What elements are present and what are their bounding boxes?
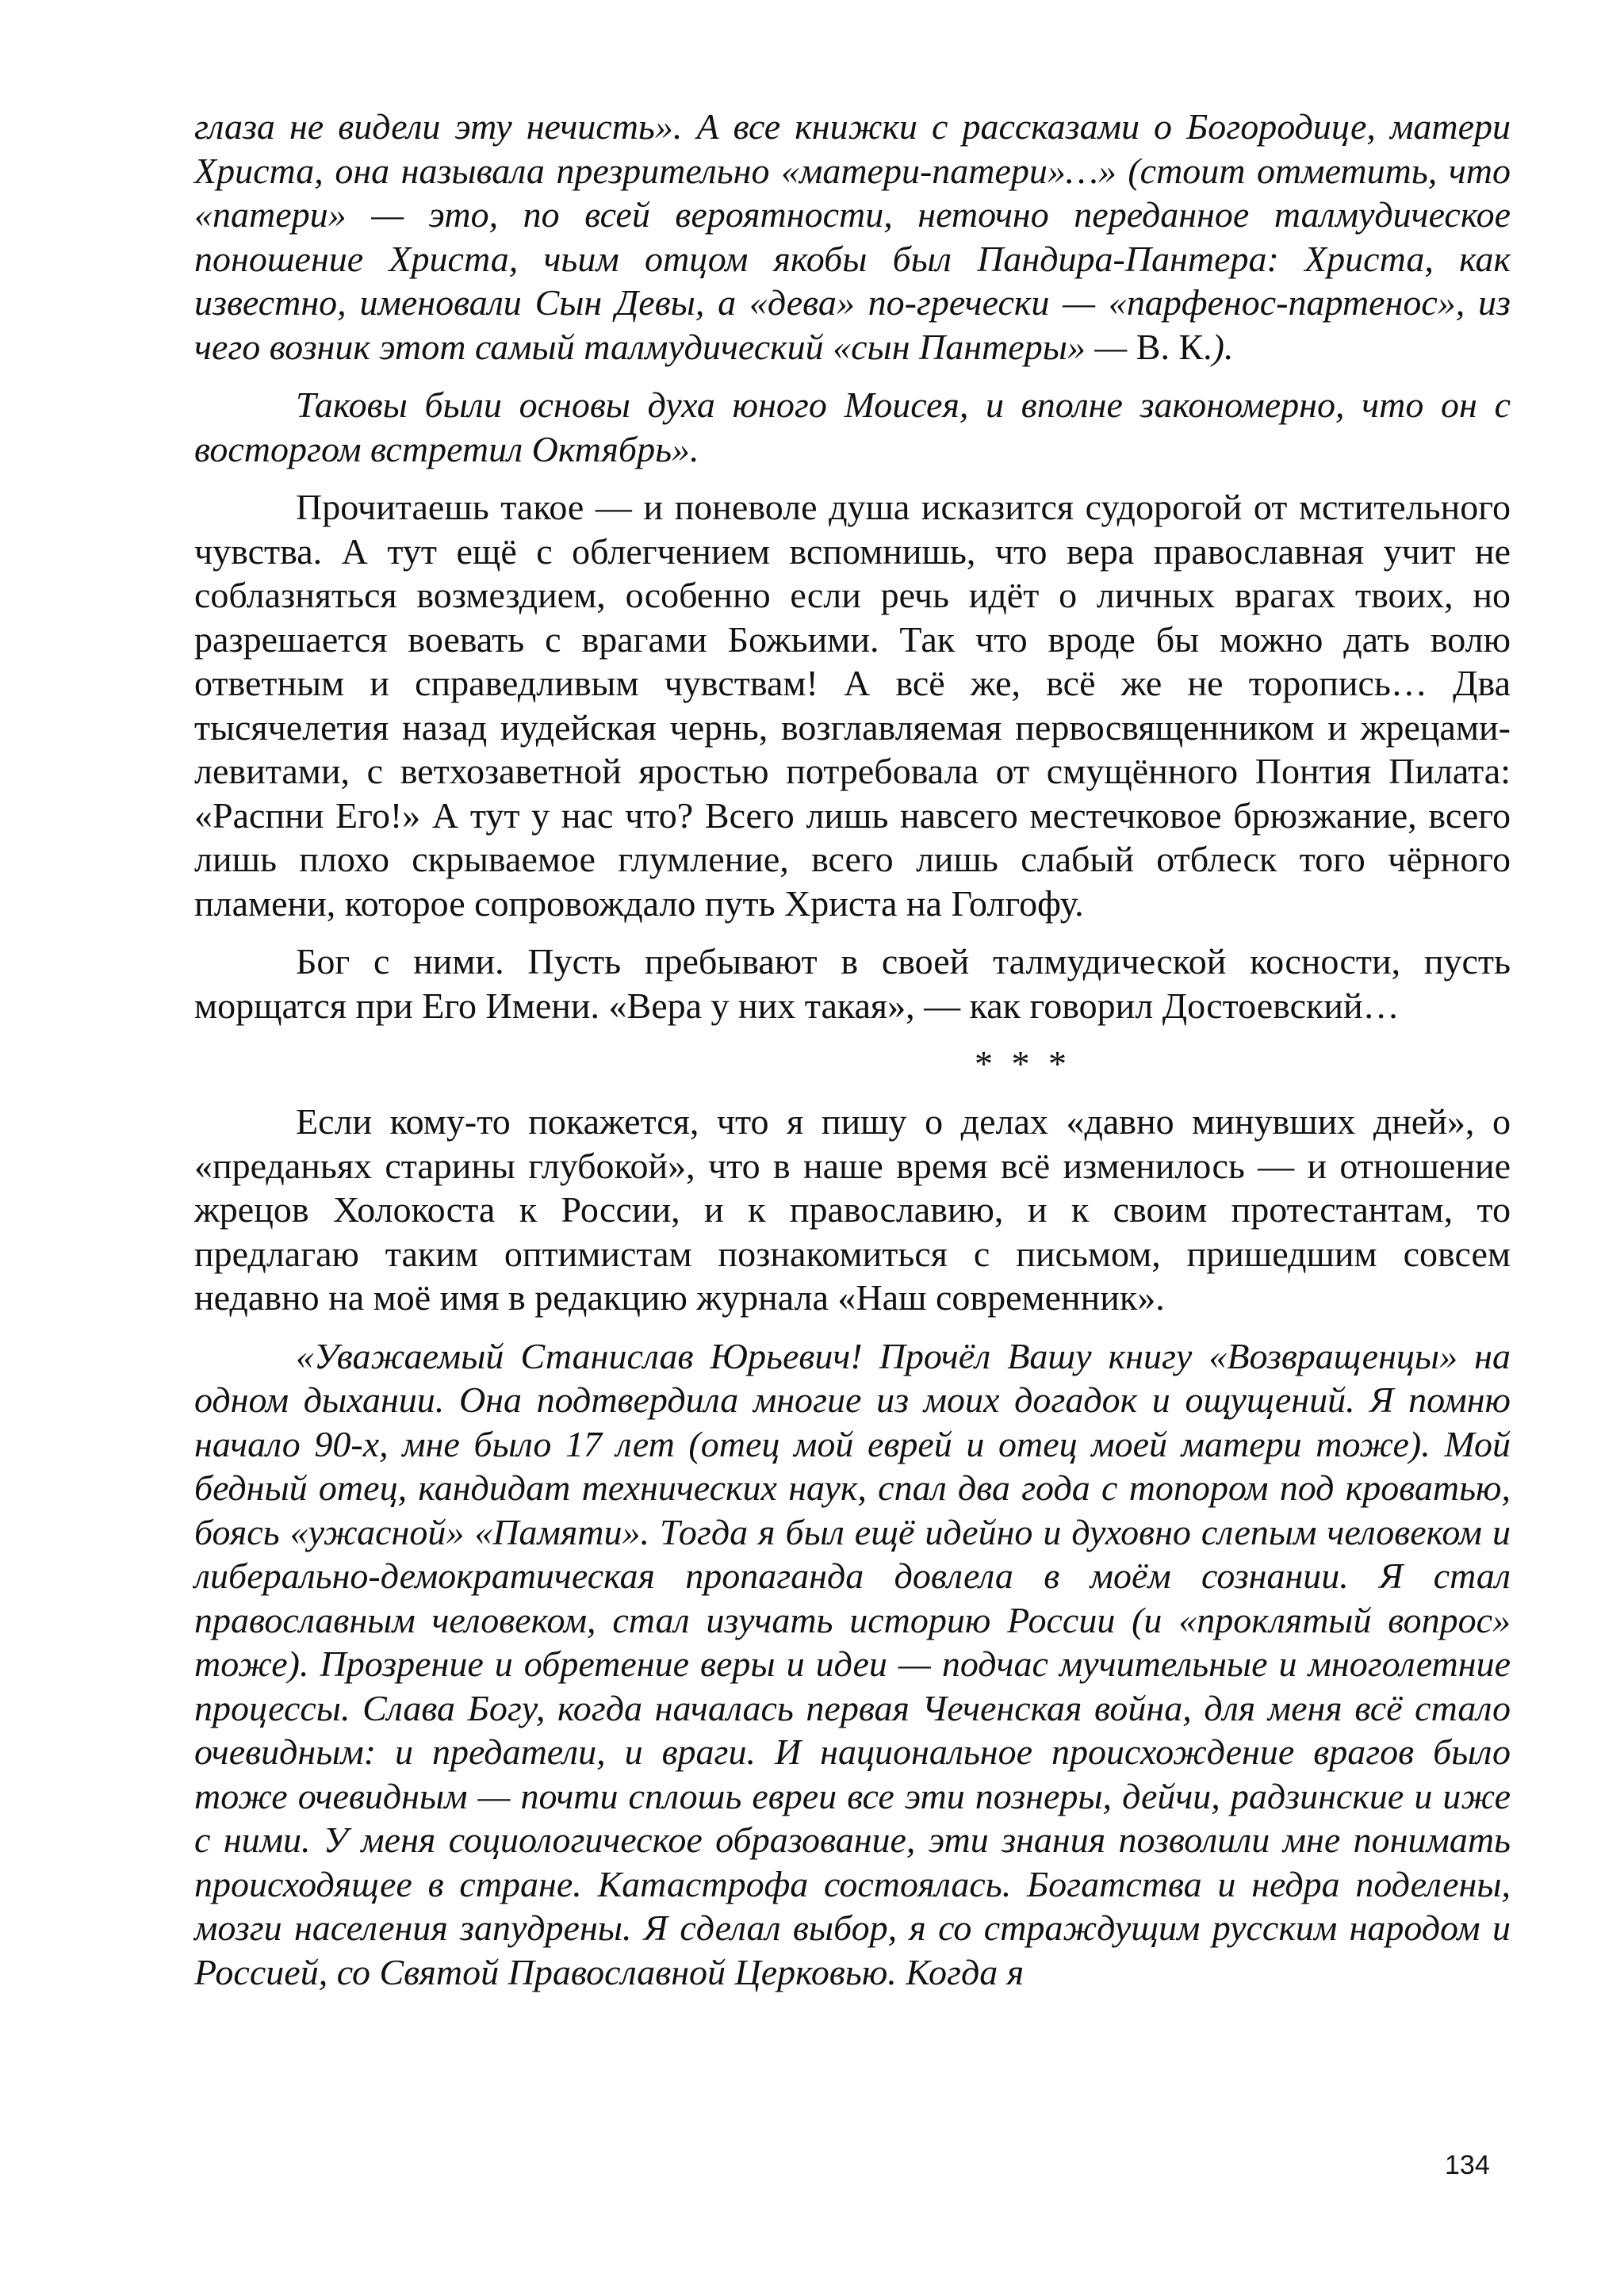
section-separator: * * * (975, 1043, 1071, 1084)
paragraph-letter-quote: «Уважаемый Станислав Юрьевич! Прочёл Вашу книгу «Возвращенцы» на одном дыхании. Она подтвердила многие из моих догадок и ощущений. Я помню начало 90-х, мне было 17 лет (отец мой еврей и отец моей матери тоже). Мой бедный отец, кандидат технических наук, спал два года с топором под кроватью, боясь «ужасной» «Памяти». Тогда я был ещё идейно и духовно слепым человеком и либерально-демократическая пропаганда довлела в моём сознании. Я стал православным человеком, стал изучать историю России (и «проклятый вопрос» тоже). Прозрение и обретение веры и идеи — подчас мучительные и многолетние процессы. Слава Богу, когда началась первая Чеченская война, для меня всё стало очевидным: и предатели, и враги. И национальное происхождение врагов было тоже очевидным — почти сплошь евреи все эти познеры, дейчи, радзинские и иже с ними. У меня социологическое образование, эти знания позволили мне понимать происходящее в стране. Катастрофа состоялась. Богатства и недра поделены, мозги населения запудрены. Я сделал выбор, я со страждущим русским народом и Россией, со Святой Православной Церковью. Когда я (194, 1335, 1511, 1992)
paragraph-text-end: ). (1212, 326, 1234, 367)
paragraph-body: Бог с ними. Пусть пребывают в своей талмудической косности, пусть морщатся при Его Имени. «Вера у них такая», — как говорил Достоевский… (194, 941, 1511, 1026)
paragraph-body: Если кому-то покажется, что я пишу о делах «давно минувших дней», о «преданьях старины глубокой», что в наше время всё изменилось — и отношение жрецов Холокоста к России, и к православию, и к своим протестантам, то предлагаю таким оптимистам познакомиться с письмом, пришедшим совсем недавно на моё имя в редакцию журнала «Наш современник». (194, 1101, 1511, 1318)
paragraph-quote-continuation (194, 105, 1511, 369)
author-initials: В. К. (1136, 326, 1212, 367)
page-body (194, 105, 1511, 2008)
page-number: 134 (1445, 2150, 1490, 2180)
paragraph-body: Прочитаешь такое — и поневоле душа исказится судорогой от мстительного чувства. А тут ещё с облегчением вспомнишь, что вера православная учит не соблазняться возмездием, особенно если речь идёт о личных врагах твоих, но разрешается воевать с врагами Божьими. Так что вроде бы можно дать волю ответным и справедливым чувствам! А всё же, всё же не торопись… Два тысячелетия назад иудейская чернь, возглавляемая первосвященником и жрецами-левитами, с ветхозаветной яростью потребовала от смущённого Понтия Пилата: «Распни Его!» А тут у нас что? Всего лишь навсего местечковое брюзжание, всего лишь плохо скрываемое глумление, всего лишь слабый отблеск того чёрного пламени, которое сопровождало путь Христа на Голгофу. (194, 487, 1511, 924)
paragraph-text: глаза не видели эту нечисть». А все книжки с рассказами о Богородице, матери Христа, она называла презрительно «матери-патери»…» (стоит отметить, что «патери» — это, по всей вероятности, неточно переданное талмудическое поношение Христа, чьим отцом якобы был Пандира-Пантера: Христа, как известно, именовали Сын Девы, а «дева» по-гречески — «парфенос-партенос», из чего возник этот самый талмудический «сын Пантеры» — (194, 106, 1511, 367)
paragraph-quote-ending: Таковы были основы духа юного Моисея, и вполне закономерно, что он с восторгом встретил Октябрь». (194, 385, 1511, 469)
